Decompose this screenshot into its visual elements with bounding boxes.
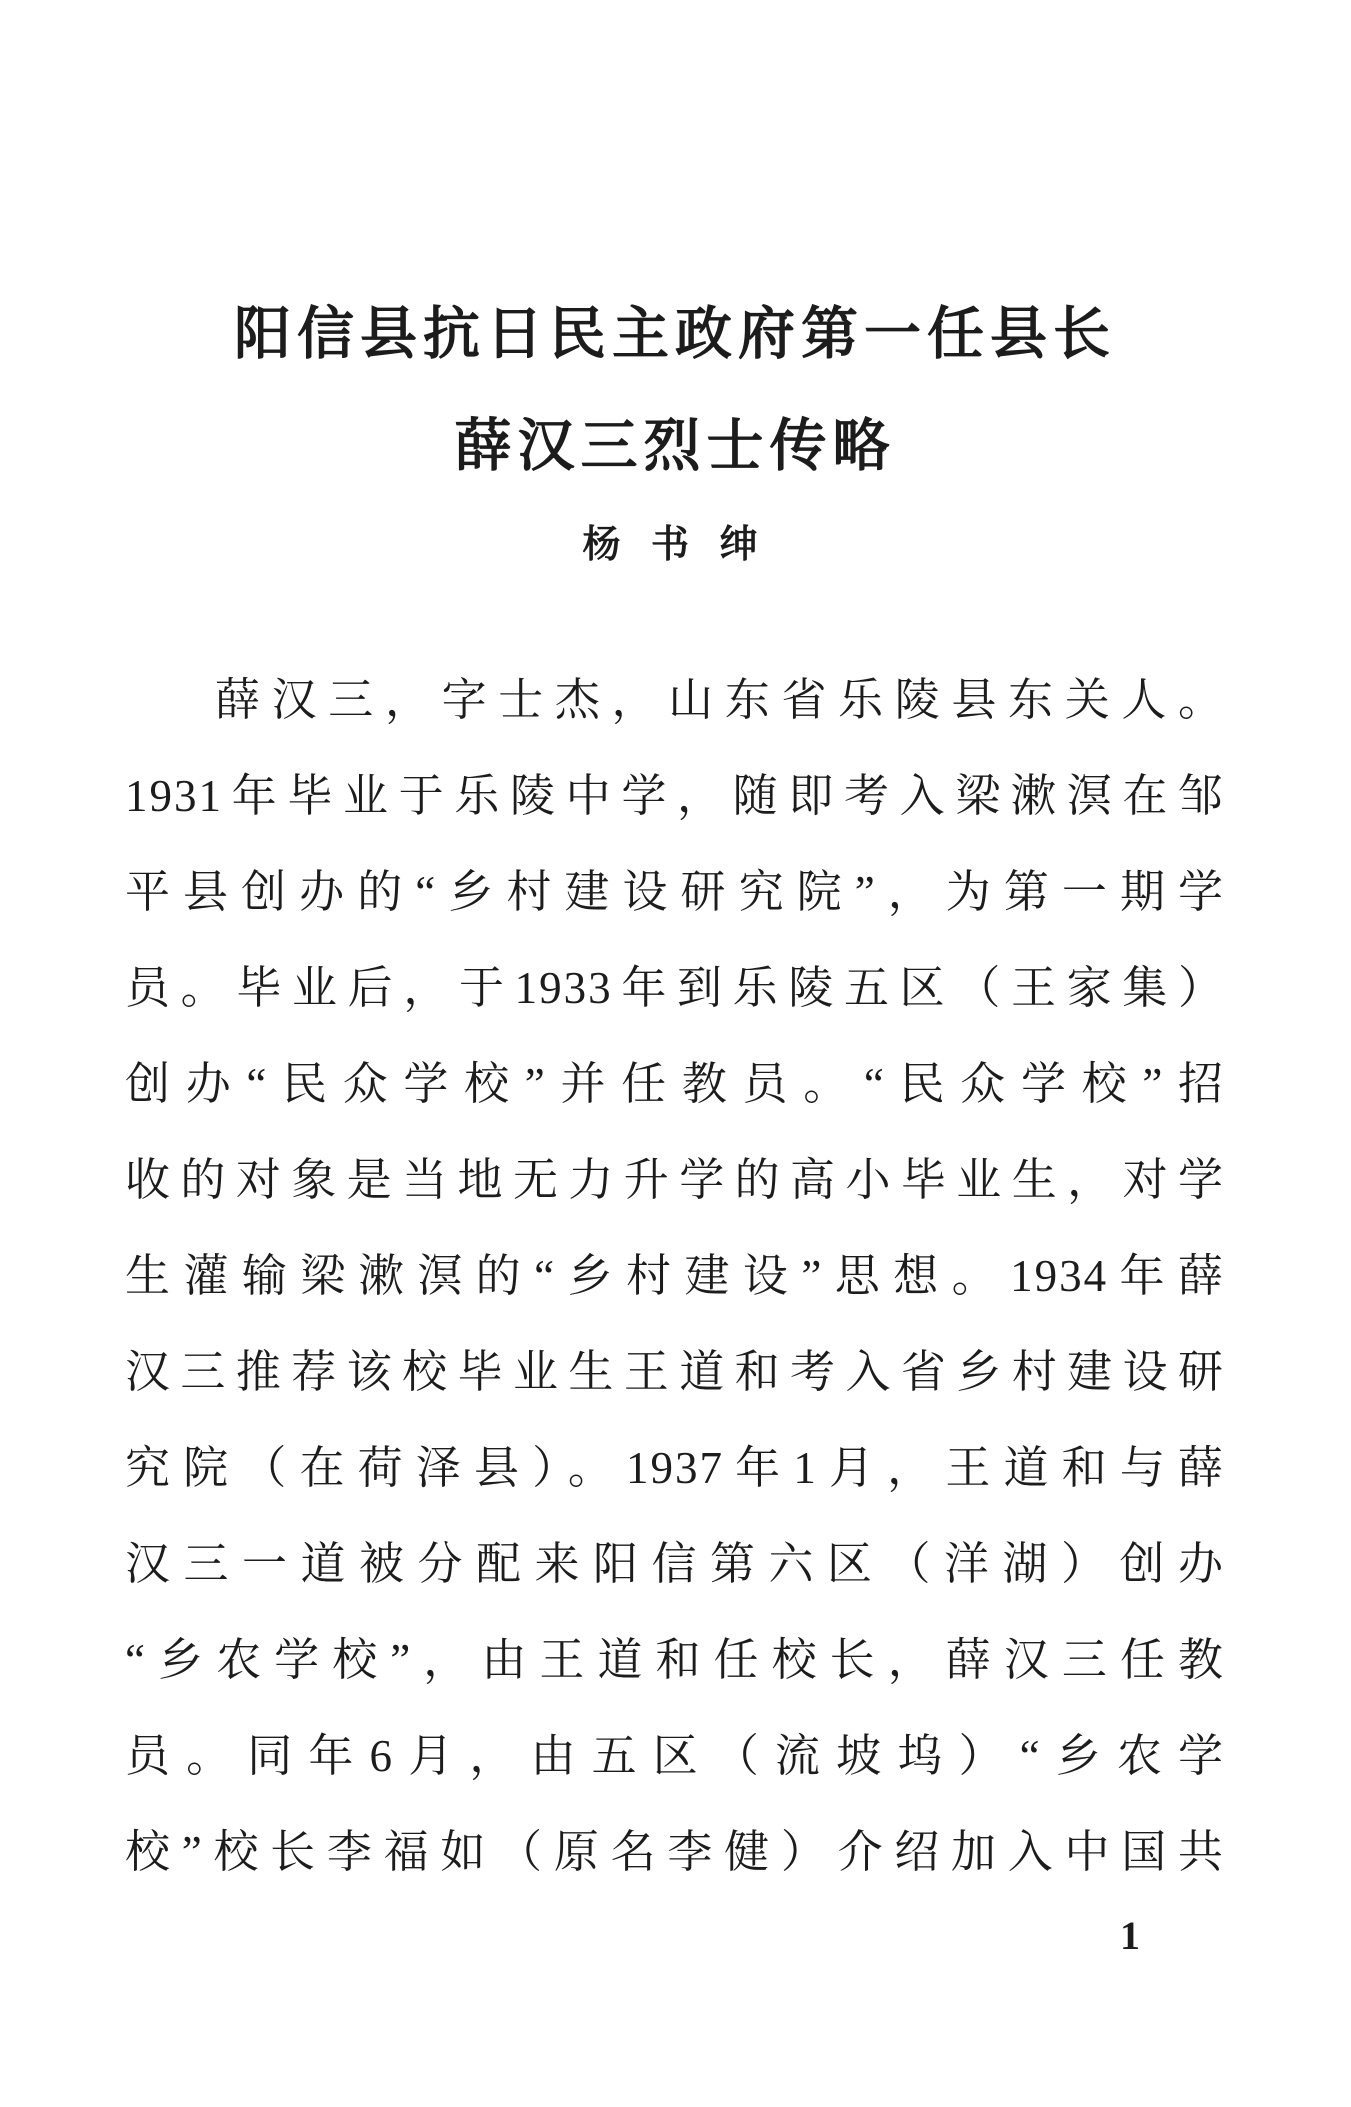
author-name: 杨 书 绅 (582, 524, 768, 566)
page-title (125, 300, 1225, 482)
body-text-line: 校”校长李福如（原名李健）介绍加入中国共 (125, 1827, 1225, 1877)
body-text-line: 汉三推荐该校毕业生王道和考入省乡村建设研 (125, 1347, 1225, 1397)
body-text-line: 1931年毕业于乐陵中学，随即考入梁漱溟在邹 (125, 771, 1225, 821)
body-text-line: 生灌输梁漱溟的“乡村建设”思想。1934年薛 (125, 1251, 1225, 1301)
body-text-line: 究院（在荷泽县）。1937年1月，王道和与薛 (125, 1443, 1225, 1493)
page-number: 1 (1120, 1913, 1140, 1958)
body-text-line: 创办“民众学校”并任教员。“民众学校”招 (125, 1059, 1225, 1109)
body-text-line: 员。毕业后，于1933年到乐陵五区（王家集） (125, 963, 1225, 1013)
body-text-line: 薛汉三，字士杰，山东省乐陵县东关人。 (215, 675, 1225, 725)
body-paragraph (125, 652, 1225, 1900)
body-text-line: 平县创办的“乡村建设研究院”，为第一期学 (125, 867, 1225, 917)
page-title-line-1: 阳信县抗日民主政府第一任县长 (234, 303, 1116, 366)
body-text-line: 收的对象是当地无力升学的高小毕业生，对学 (125, 1155, 1225, 1205)
body-text-line: 汉三一道被分配来阳信第六区（洋湖）创办 (125, 1539, 1225, 1589)
page-title-line-2: 薛汉三烈士传略 (454, 415, 896, 478)
body-text-line: “乡农学校”，由王道和任校长，薛汉三任教 (125, 1635, 1225, 1685)
body-text-line: 员。同年6月，由五区（流坡坞）“乡农学 (125, 1731, 1225, 1781)
